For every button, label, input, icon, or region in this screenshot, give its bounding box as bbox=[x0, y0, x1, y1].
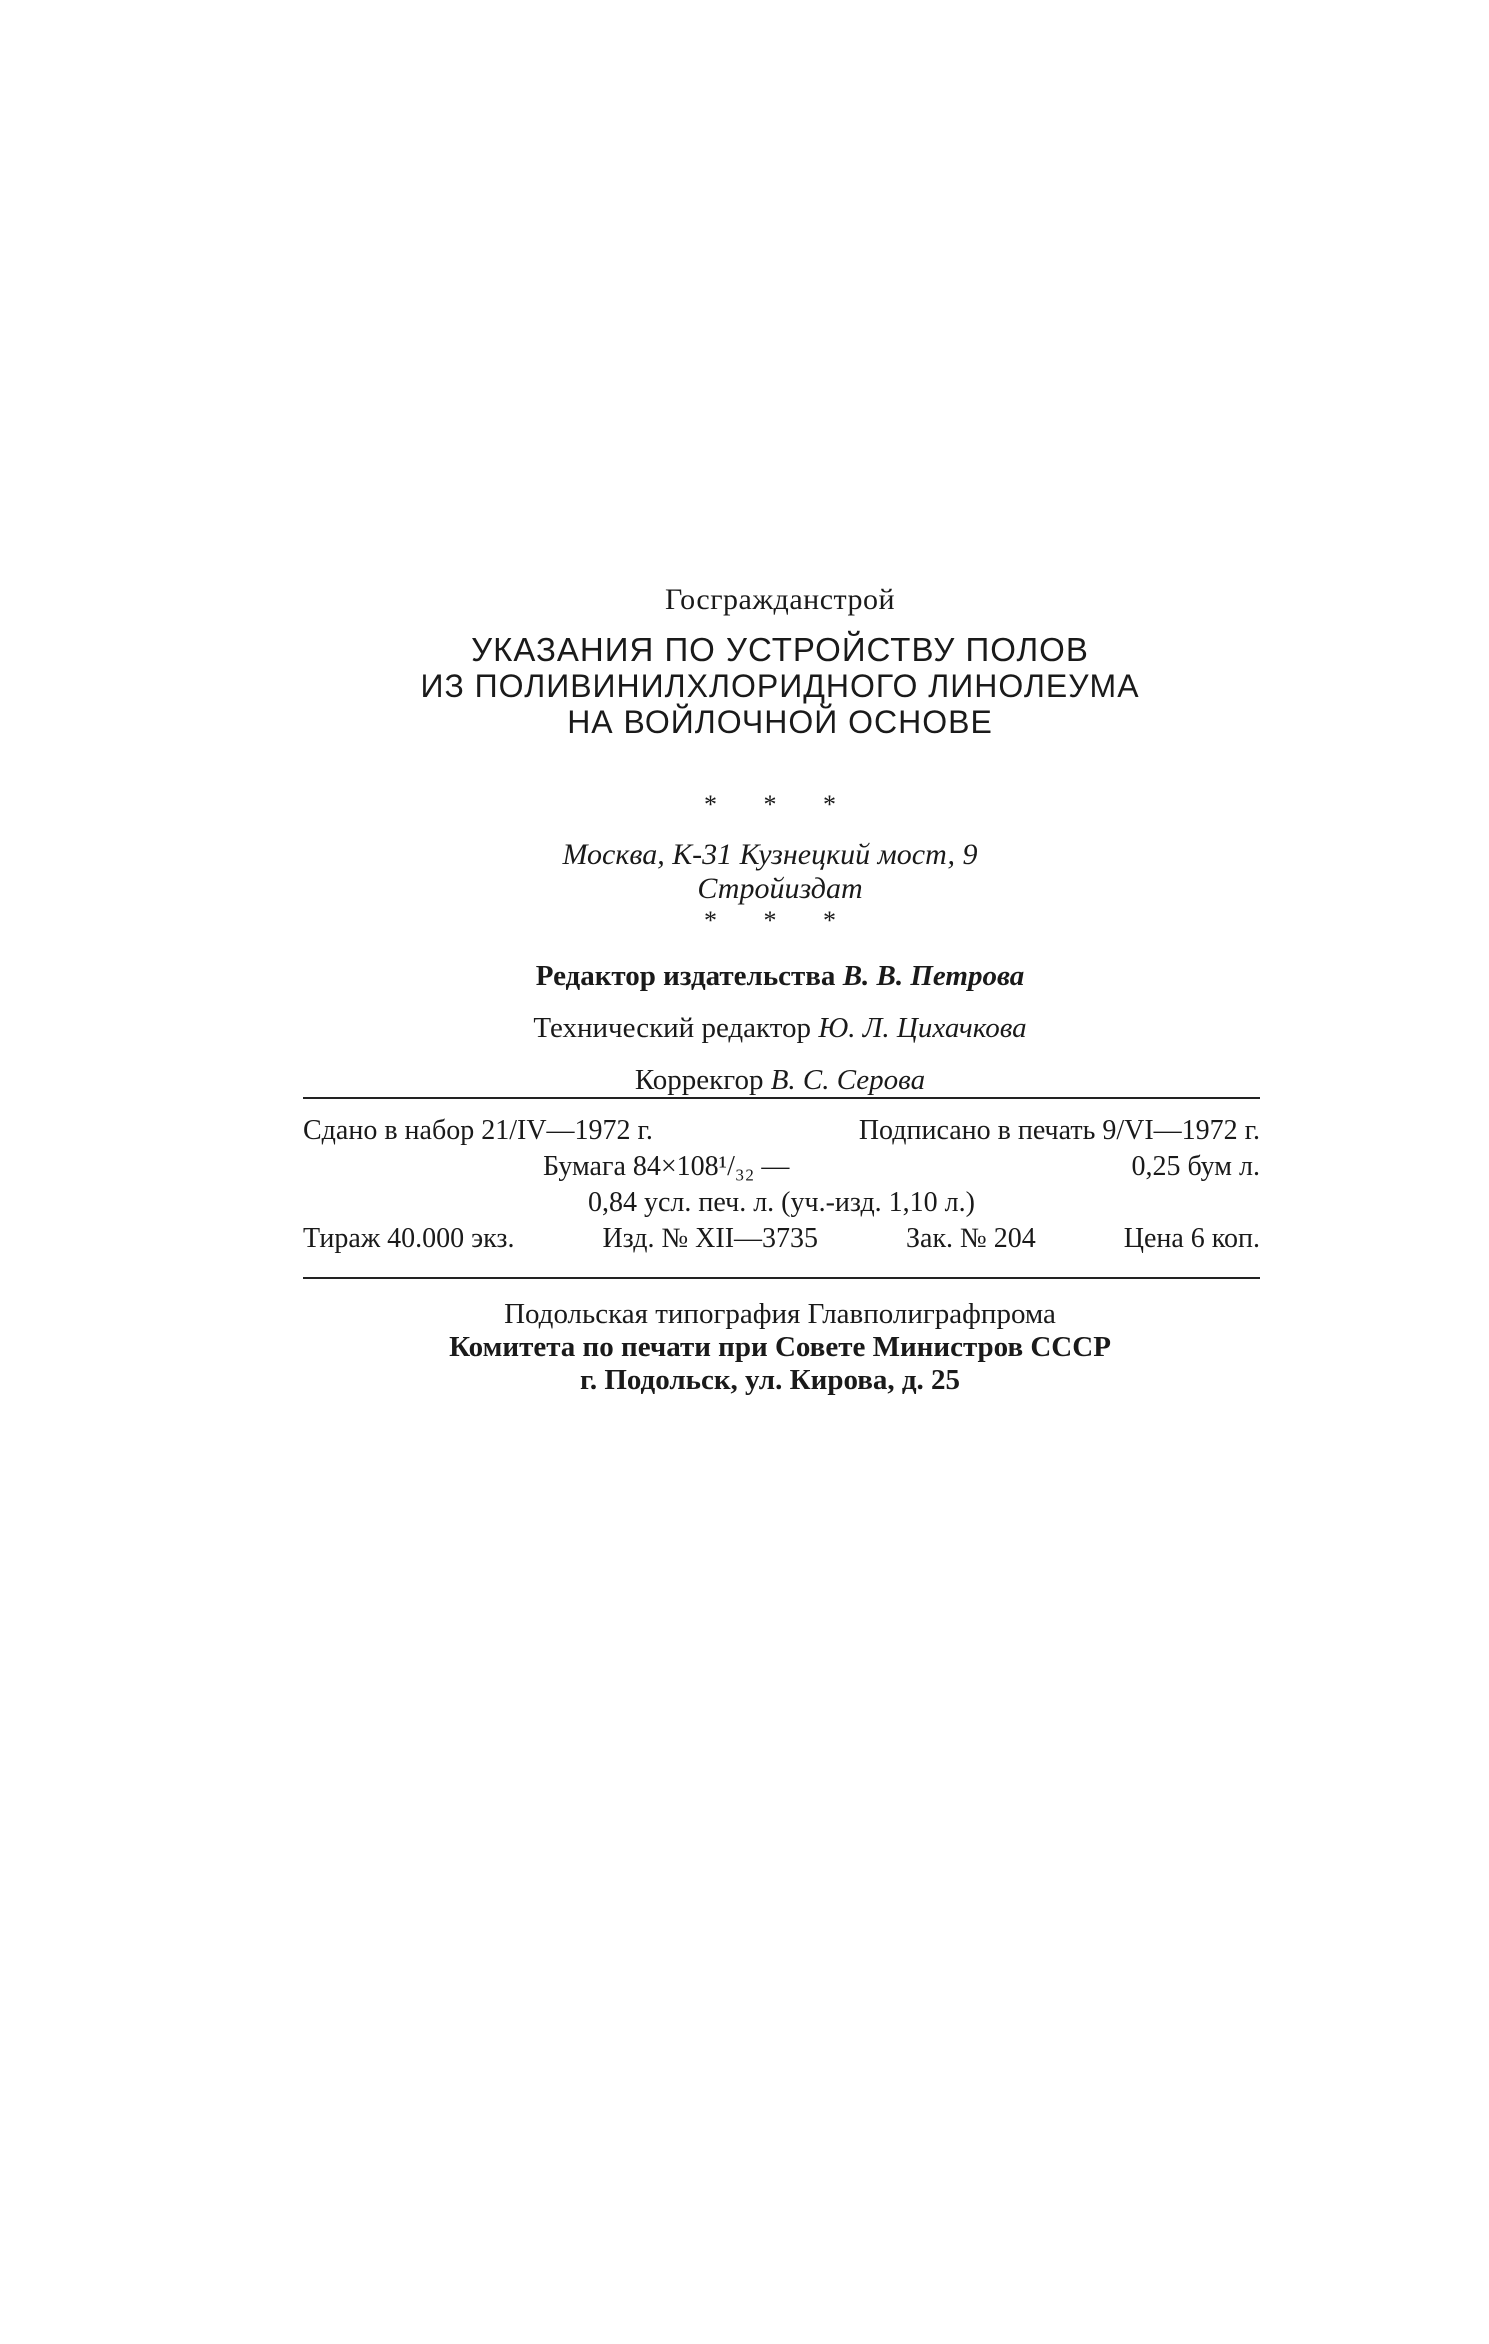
order-number: Зак. № 204 bbox=[906, 1223, 1036, 1254]
imprint-row-run bbox=[303, 1221, 1260, 1257]
divider-rule bbox=[303, 1277, 1260, 1279]
signed-date: Подписано в печать 9/VI—1972 г. bbox=[858, 1115, 1260, 1146]
tech-editor-credit bbox=[300, 1002, 1260, 1054]
imprint-row-dates bbox=[303, 1113, 1260, 1149]
editor-credit bbox=[300, 950, 1260, 1002]
title-line-2: ИЗ ПОЛИВИНИЛХЛОРИДНОГО ЛИНОЛЕУМА bbox=[420, 668, 1140, 704]
imprint-row-sheets bbox=[303, 1185, 1260, 1221]
tech-editor-role: Технический редактор bbox=[533, 1012, 812, 1044]
agency-name: Госгражданстрой bbox=[664, 583, 896, 616]
divider-rule bbox=[303, 1097, 1260, 1099]
publisher-address bbox=[300, 838, 1260, 906]
imprint-row-paper bbox=[303, 1149, 1260, 1185]
address-line: Москва, К-31 Кузнецкий мост, 9 bbox=[562, 838, 978, 871]
printer-line-1: Подольская типография Главполиграфпрома bbox=[504, 1298, 1056, 1330]
title-line-3: НА ВОЙЛОЧНОЙ ОСНОВЕ bbox=[567, 704, 993, 740]
publisher-name: Стройиздат bbox=[697, 872, 863, 905]
print-run: Тираж 40.000 экз. bbox=[303, 1223, 515, 1254]
tech-editor-name: Ю. Л. Цихачкова bbox=[818, 1012, 1027, 1044]
paper-format: Бумага 84×108¹/₃₂ — bbox=[543, 1151, 790, 1182]
document-title bbox=[300, 632, 1260, 740]
title-line-1: УКАЗАНИЯ ПО УСТРОЙСТВУ ПОЛОВ bbox=[471, 631, 1089, 668]
proofreader-role: Коррекгор bbox=[634, 1064, 764, 1096]
print-imprint bbox=[303, 1113, 1260, 1257]
paper-sheets: 0,25 бум л. bbox=[1131, 1151, 1260, 1182]
price: Цена 6 коп. bbox=[1123, 1223, 1260, 1254]
editor-name: В. В. Петрова bbox=[842, 960, 1025, 992]
editor-role: Редактор издательства bbox=[535, 960, 836, 992]
separator-stars: * * * bbox=[704, 906, 856, 935]
separator-stars: * * * bbox=[704, 790, 856, 819]
edition-number: Изд. № XII—3735 bbox=[602, 1223, 819, 1254]
printer-info bbox=[300, 1298, 1260, 1397]
submitted-date: Сдано в набор 21/IV—1972 г. bbox=[303, 1115, 653, 1146]
staff-credits bbox=[300, 950, 1260, 1106]
proofreader-name: В. С. Серова bbox=[770, 1064, 926, 1096]
printed-sheets: 0,84 усл. печ. л. (уч.-изд. 1,10 л.) bbox=[588, 1187, 975, 1218]
printer-line-3: г. Подольск, ул. Кирова, д. 25 bbox=[579, 1364, 961, 1396]
printer-line-2: Комитета по печати при Совете Министров СССР bbox=[449, 1331, 1111, 1363]
